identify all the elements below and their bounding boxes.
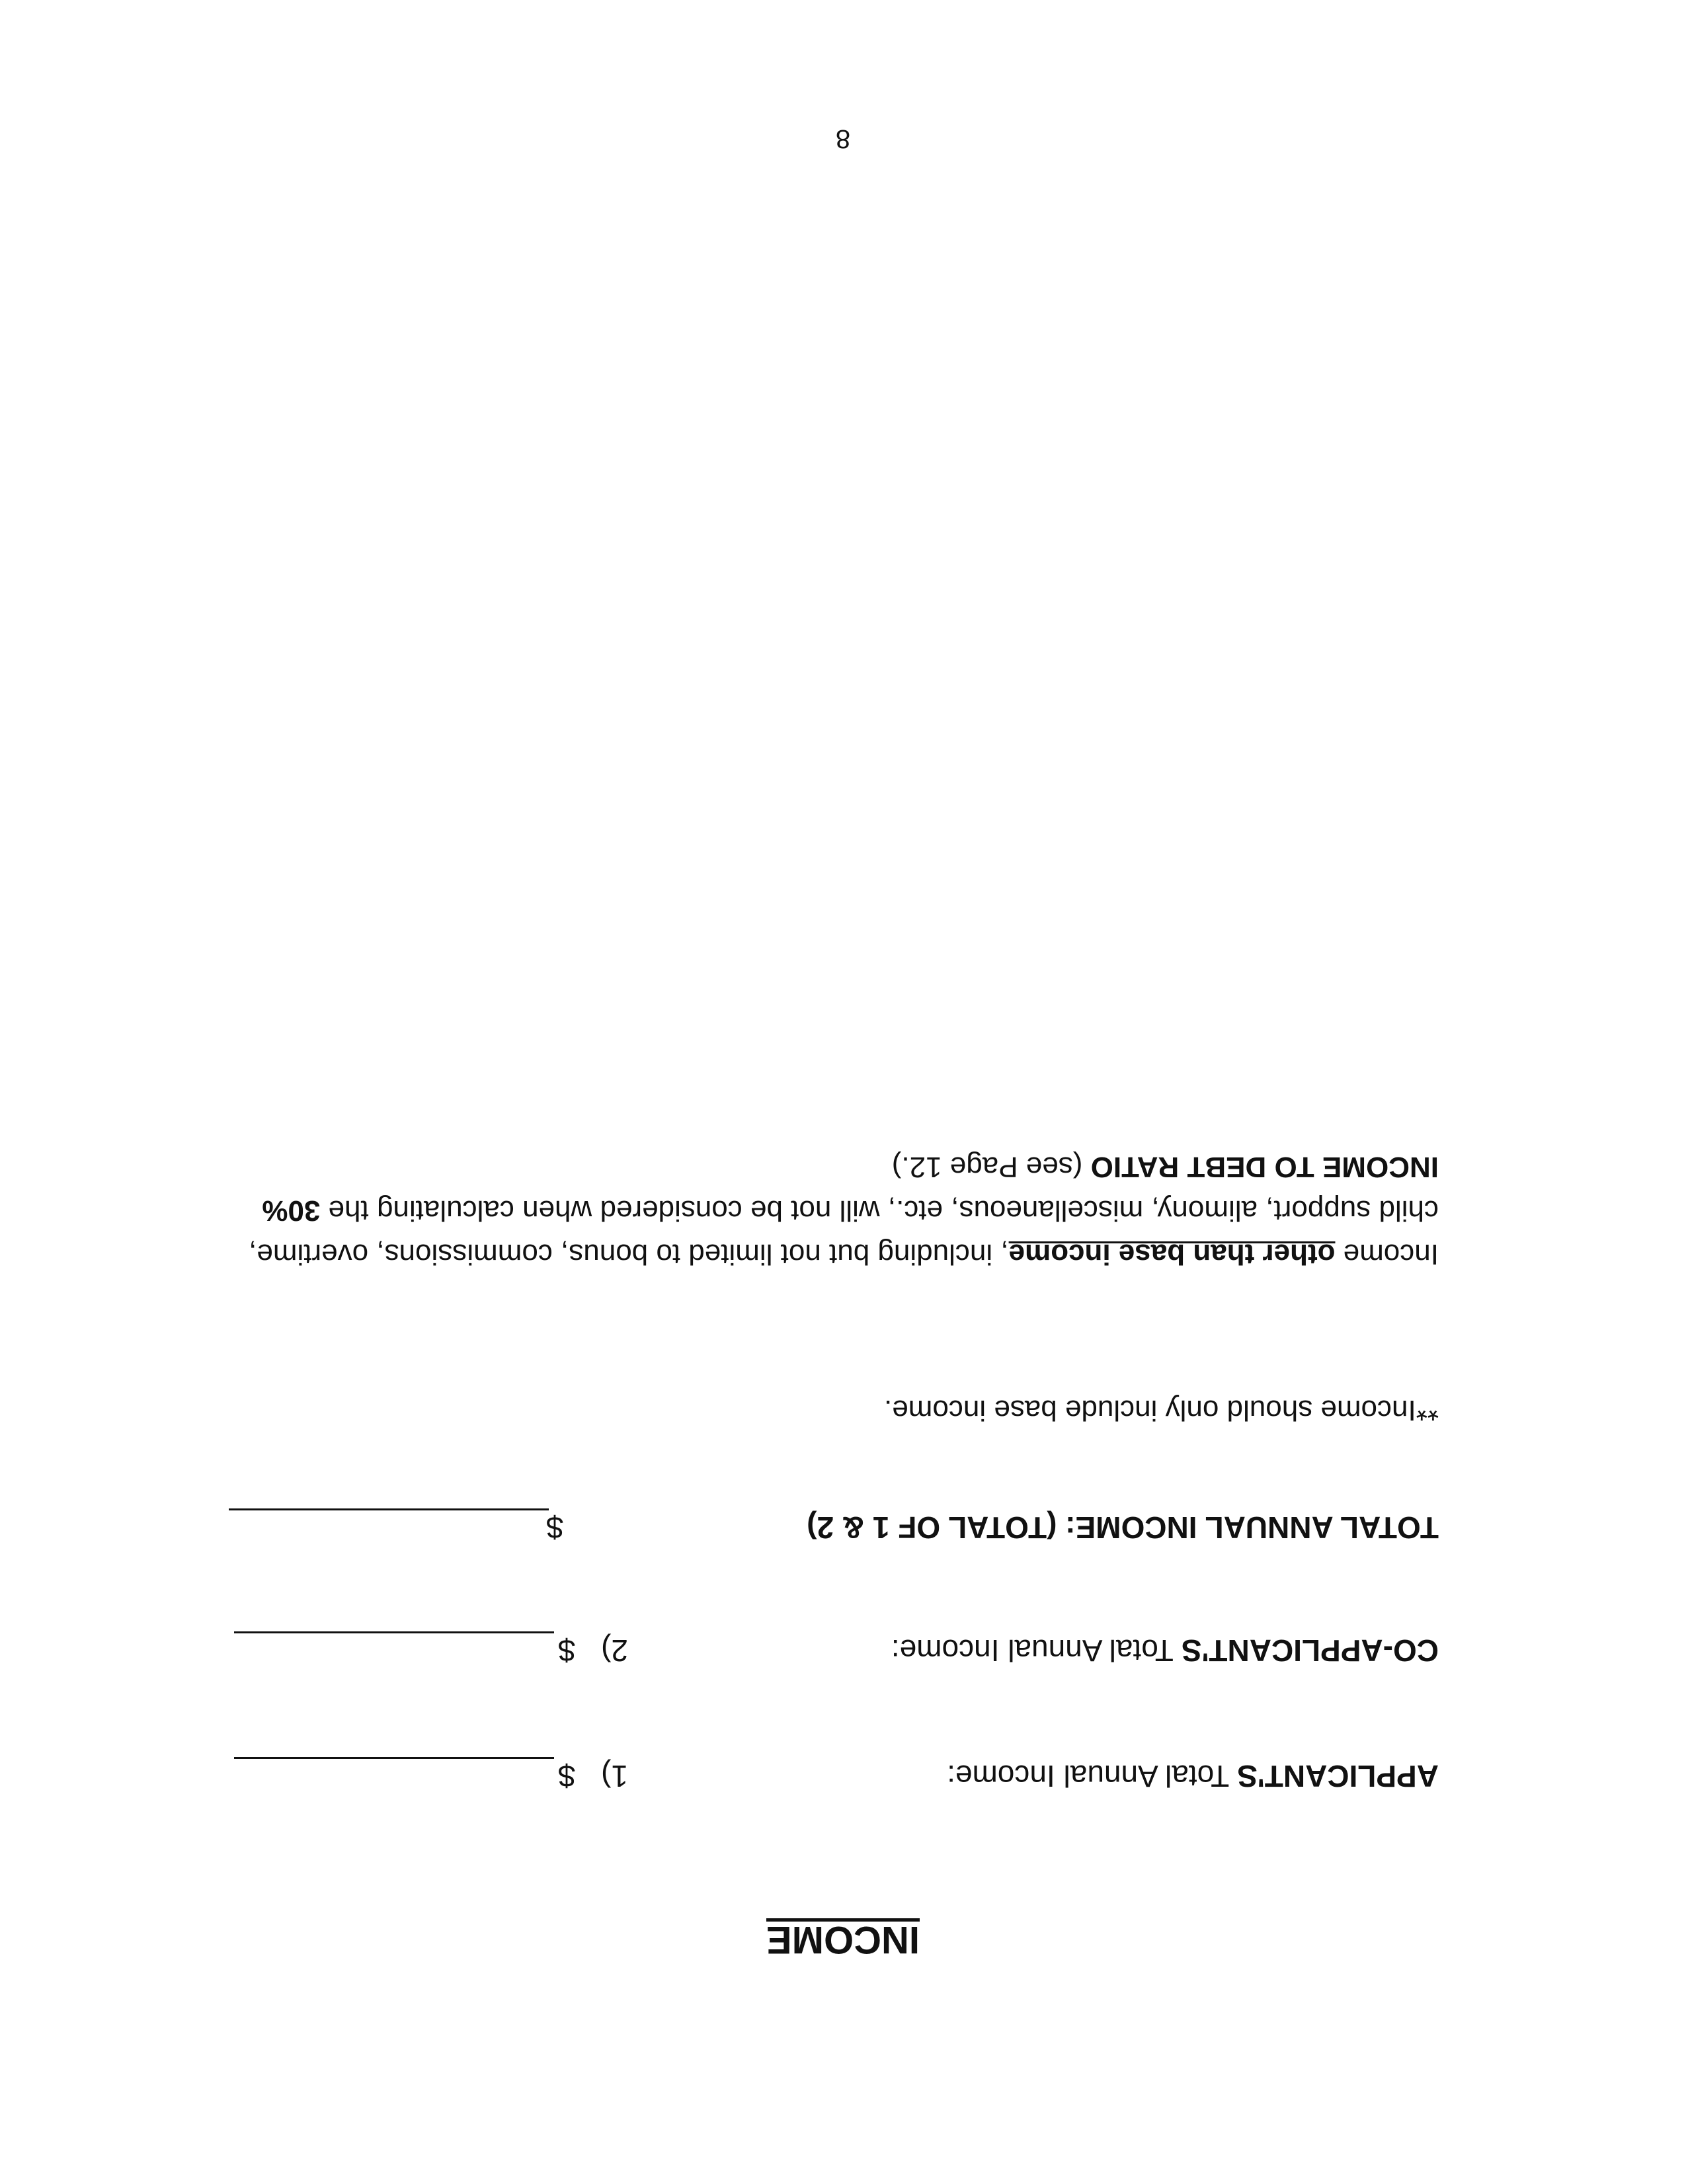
- coapplicant-label-bold: CO-APPLICANT'S: [1181, 1633, 1439, 1668]
- total-income-label: [807, 1510, 1439, 1545]
- paragraph-other-than-base-income: other than base income: [1008, 1238, 1336, 1270]
- page-number: 8: [835, 124, 851, 153]
- coapplicant-income-number: 2): [601, 1633, 628, 1668]
- paragraph-part1: Income: [1335, 1238, 1439, 1270]
- total-income-dollar: $: [546, 1510, 563, 1545]
- paragraph-see-page: (see Page 12.): [891, 1151, 1091, 1183]
- total-label-bold: TOTAL ANNUAL INCOME: (TOTAL OF 1 & 2): [807, 1510, 1439, 1545]
- applicant-income-dollar: $: [558, 1759, 575, 1793]
- coapplicant-income-dollar: $: [558, 1633, 575, 1668]
- page-title: [0, 1918, 1686, 1962]
- paragraph-line-1: [242, 1232, 1439, 1276]
- paragraph-income-to-debt-ratio: INCOME TO DEBT RATIO: [1090, 1151, 1439, 1183]
- paragraph-line-3: [242, 1145, 1439, 1189]
- paragraph-part3: , including but not limited to bonus, commissions, overtime,: [249, 1238, 1009, 1270]
- coapplicant-income-field[interactable]: [234, 1631, 554, 1633]
- applicant-income-field[interactable]: [234, 1757, 554, 1759]
- applicant-income-label: [947, 1758, 1439, 1794]
- coapplicant-income-label: [891, 1633, 1439, 1668]
- base-income-note: **Income should only include base income.: [884, 1394, 1439, 1426]
- paragraph-line-2: [242, 1189, 1439, 1232]
- applicant-label-bold: APPLICANT'S: [1237, 1759, 1439, 1793]
- paragraph-line2-start: child support, alimony, miscellaneous, etc., will not be considered when calculating the: [320, 1194, 1439, 1227]
- applicant-label-rest: Total Annual Income:: [947, 1759, 1238, 1793]
- page-title-text: INCOME: [766, 1918, 920, 1961]
- other-income-paragraph: [242, 1145, 1439, 1276]
- paragraph-30-percent: 30%: [262, 1194, 321, 1227]
- total-income-field[interactable]: [229, 1508, 549, 1510]
- coapplicant-label-rest: Total Annual Income:: [891, 1633, 1182, 1668]
- applicant-income-number: 1): [601, 1759, 628, 1793]
